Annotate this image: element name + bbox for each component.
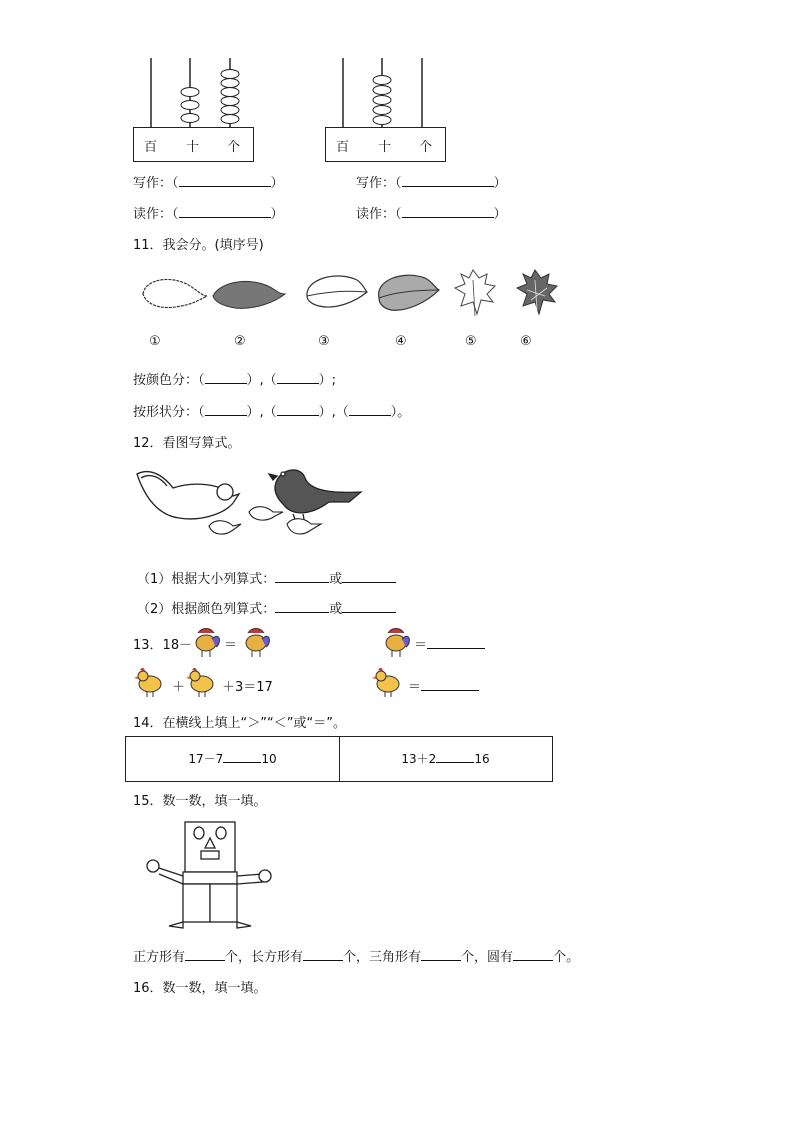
abacus-label-ones: 个: [419, 140, 433, 155]
leaf-3-icon: [307, 276, 367, 307]
birds-image: [133, 460, 373, 550]
q12-by-color[interactable]: （2）根据颜色列算式： 或: [137, 598, 396, 617]
read-label: 读作：（: [133, 207, 179, 222]
rooster-icon: [240, 625, 272, 657]
abacus-left-ones-beads: [221, 70, 239, 124]
q14-table: [125, 736, 553, 782]
q13-prefix: 13．18－: [133, 638, 193, 653]
abacus-left-base: [133, 127, 254, 162]
leaf-number-2: ②: [234, 334, 246, 349]
q15-title: 15．数一数，填一填。: [133, 794, 267, 809]
abacus-left-tens-beads: [181, 88, 199, 123]
write-answer-left[interactable]: 写作：（ ）: [133, 172, 284, 191]
big-dark-bird-icon: [269, 470, 361, 524]
q13-equals: ＝: [224, 638, 238, 653]
leaf-2-icon: [213, 281, 285, 308]
q12-title: 12．看图写算式。: [133, 436, 241, 451]
chick-icon: [372, 666, 404, 698]
leaf-1-icon: [143, 279, 207, 307]
q13-plus-three: ＋3＝17: [222, 680, 273, 695]
leaf-images: [135, 266, 575, 326]
leaf-number-1: ①: [149, 334, 161, 349]
abacus-label-tens: 十: [186, 140, 200, 155]
abacus-right-tens-beads: [373, 76, 391, 125]
abacus-label-ones: 个: [227, 140, 241, 155]
leaf-5-icon: [455, 270, 495, 316]
big-white-bird-icon: [137, 472, 239, 519]
abacus-right-base: [325, 127, 446, 162]
write-label: 写作：（: [356, 176, 402, 191]
abacus-label-hundreds: 百: [336, 140, 350, 155]
q11-title: 11．我会分。(填序号): [133, 238, 264, 253]
sort-by-color[interactable]: 按颜色分：（ ）,（ ）;: [133, 369, 336, 388]
read-answer-right[interactable]: 读作：（ ）: [356, 203, 507, 222]
rooster-icon: [380, 625, 412, 657]
robot-figure: [145, 820, 285, 932]
robot-body-rect: [183, 872, 237, 884]
leaf-6-icon: [517, 270, 557, 314]
abacus-label-tens: 十: [378, 140, 392, 155]
q14-cell-1[interactable]: 17－7 10: [126, 737, 340, 781]
chick-answer[interactable]: ＝: [408, 676, 479, 695]
q16-title: 16．数一数，填一填。: [133, 981, 267, 996]
q14-cell-2[interactable]: 13＋2 16: [339, 737, 552, 781]
q13-plus: ＋: [172, 680, 186, 695]
read-answer-left[interactable]: 读作：（ ）: [133, 203, 284, 222]
q12-by-size[interactable]: （1）根据大小列算式： 或: [137, 568, 396, 587]
abacus-label-hundreds: 百: [144, 140, 158, 155]
leaf-4-icon: [379, 275, 439, 310]
chick-icon: [186, 666, 218, 698]
leaf-number-3: ③: [318, 334, 330, 349]
leaf-number-4: ④: [395, 334, 407, 349]
write-label: 写作：（: [133, 176, 179, 191]
chick-icon: [134, 666, 166, 698]
rooster-answer[interactable]: ＝: [414, 634, 485, 653]
q14-title: 14．在横线上填上“＞”“＜”或“＝”。: [133, 716, 346, 731]
sort-by-shape[interactable]: 按形状分：（ ）,（ ）,（ ）。: [133, 401, 410, 420]
rooster-icon: [190, 625, 222, 657]
q15-answer-line[interactable]: 正方形有 个，长方形有 个，三角形有 个，圆有 个。: [133, 946, 579, 965]
leaf-number-5: ⑤: [465, 334, 477, 349]
write-answer-right[interactable]: 写作：（ ）: [356, 172, 507, 191]
leaf-number-6: ⑥: [520, 334, 532, 349]
read-label: 读作：（: [356, 207, 402, 222]
